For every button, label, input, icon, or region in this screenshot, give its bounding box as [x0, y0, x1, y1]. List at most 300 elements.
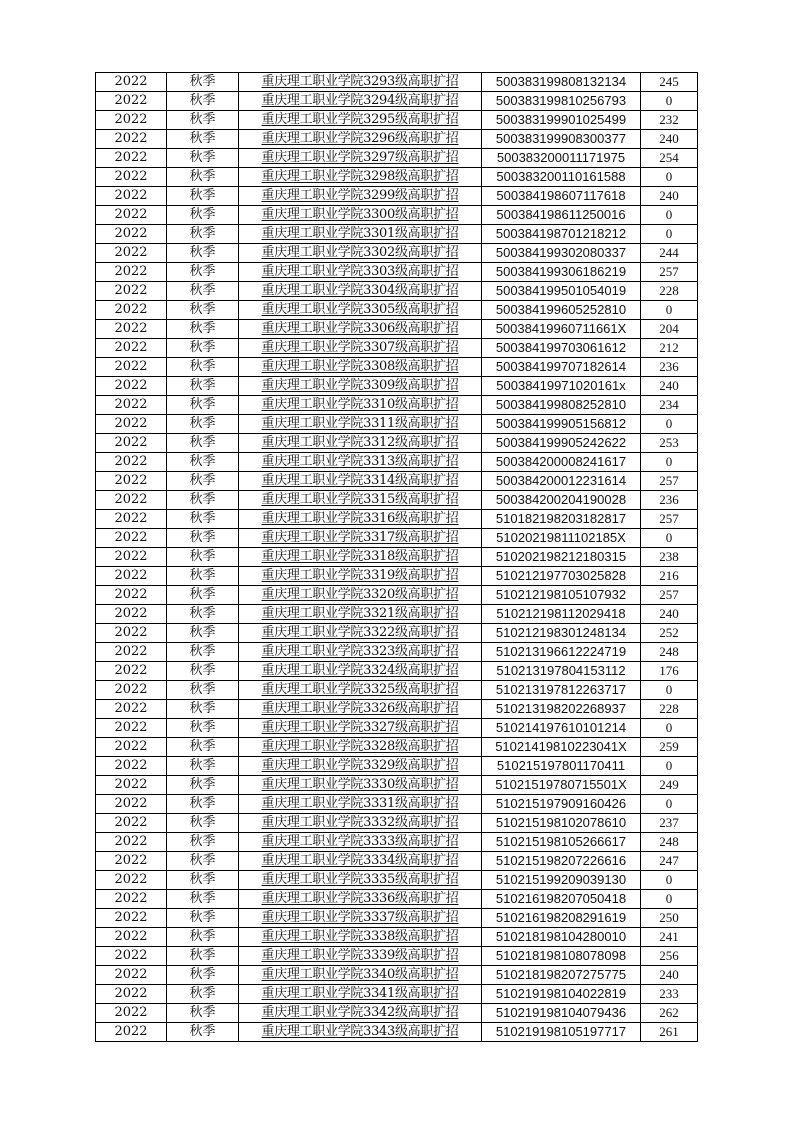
year-cell: 2022	[96, 567, 167, 586]
score-cell: 212	[641, 339, 698, 358]
year-cell: 2022	[96, 130, 167, 149]
table-row	[96, 586, 698, 605]
id-number-cell: 500384200012231614	[482, 472, 641, 491]
table-row	[96, 928, 698, 947]
table-row	[96, 320, 698, 339]
year-cell: 2022	[96, 73, 167, 92]
year-cell: 2022	[96, 890, 167, 909]
term-cell: 秋季	[167, 643, 239, 662]
table-row	[96, 548, 698, 567]
year-cell: 2022	[96, 681, 167, 700]
term-cell: 秋季	[167, 168, 239, 187]
score-cell: 0	[641, 529, 698, 548]
table-row	[96, 244, 698, 263]
class-name-cell	[239, 738, 482, 757]
term-cell: 秋季	[167, 833, 239, 852]
class-name-cell	[239, 111, 482, 130]
table-row	[96, 605, 698, 624]
table-row	[96, 111, 698, 130]
term-cell: 秋季	[167, 871, 239, 890]
table-row	[96, 681, 698, 700]
class-name-text: 重庆理工职业学院3307级高职扩招	[261, 340, 459, 355]
year-cell: 2022	[96, 814, 167, 833]
term-cell: 秋季	[167, 1004, 239, 1023]
term-cell: 秋季	[167, 681, 239, 700]
score-cell: 257	[641, 263, 698, 282]
class-name-text: 重庆理工职业学院3338级高职扩招	[261, 929, 459, 944]
score-cell: 0	[641, 301, 698, 320]
class-name-cell	[239, 852, 482, 871]
class-name-text: 重庆理工职业学院3302级高职扩招	[261, 245, 459, 260]
id-number-cell: 500384199905242622	[482, 434, 641, 453]
table-row	[96, 890, 698, 909]
year-cell: 2022	[96, 605, 167, 624]
class-name-cell	[239, 567, 482, 586]
score-cell: 234	[641, 396, 698, 415]
term-cell: 秋季	[167, 358, 239, 377]
year-cell: 2022	[96, 985, 167, 1004]
id-number-cell: 510202198212180315	[482, 548, 641, 567]
table-row	[96, 662, 698, 681]
term-cell: 秋季	[167, 586, 239, 605]
class-name-text: 重庆理工职业学院3329级高职扩招	[261, 758, 459, 773]
table-row	[96, 453, 698, 472]
id-number-cell: 51020219811102185X	[482, 529, 641, 548]
year-cell: 2022	[96, 586, 167, 605]
year-cell: 2022	[96, 244, 167, 263]
score-cell: 241	[641, 928, 698, 947]
year-cell: 2022	[96, 795, 167, 814]
class-name-cell	[239, 605, 482, 624]
score-cell: 244	[641, 244, 698, 263]
score-cell: 237	[641, 814, 698, 833]
year-cell: 2022	[96, 92, 167, 111]
score-cell: 204	[641, 320, 698, 339]
table-row	[96, 491, 698, 510]
class-name-text: 重庆理工职业学院3337级高职扩招	[261, 910, 459, 925]
class-name-text: 重庆理工职业学院3317级高职扩招	[261, 530, 459, 545]
table-row	[96, 719, 698, 738]
class-name-cell	[239, 377, 482, 396]
table-row	[96, 434, 698, 453]
year-cell: 2022	[96, 377, 167, 396]
score-cell: 240	[641, 187, 698, 206]
year-cell: 2022	[96, 852, 167, 871]
score-cell: 0	[641, 871, 698, 890]
class-name-text: 重庆理工职业学院3306级高职扩招	[261, 321, 459, 336]
table-row	[96, 567, 698, 586]
year-cell: 2022	[96, 510, 167, 529]
class-name-cell	[239, 871, 482, 890]
year-cell: 2022	[96, 776, 167, 795]
year-cell: 2022	[96, 757, 167, 776]
table-row	[96, 472, 698, 491]
id-number-cell: 510213196612224719	[482, 643, 641, 662]
class-name-text: 重庆理工职业学院3311级高职扩招	[261, 416, 459, 431]
id-number-cell: 500383200110161588	[482, 168, 641, 187]
table-row	[96, 776, 698, 795]
score-cell: 0	[641, 795, 698, 814]
id-number-cell: 510212198105107932	[482, 586, 641, 605]
term-cell: 秋季	[167, 890, 239, 909]
class-name-text: 重庆理工职业学院3297级高职扩招	[261, 150, 459, 165]
year-cell: 2022	[96, 263, 167, 282]
table-row	[96, 187, 698, 206]
year-cell: 2022	[96, 111, 167, 130]
class-name-text: 重庆理工职业学院3336级高职扩招	[261, 891, 459, 906]
id-number-cell: 500383199808132134	[482, 73, 641, 92]
term-cell: 秋季	[167, 206, 239, 225]
term-cell: 秋季	[167, 795, 239, 814]
class-name-cell	[239, 396, 482, 415]
id-number-cell: 510219198104079436	[482, 1004, 641, 1023]
class-name-cell	[239, 909, 482, 928]
score-cell: 257	[641, 472, 698, 491]
score-table	[95, 72, 698, 1042]
class-name-text: 重庆理工职业学院3339级高职扩招	[261, 948, 459, 963]
class-name-cell	[239, 320, 482, 339]
class-name-text: 重庆理工职业学院3313级高职扩招	[261, 454, 459, 469]
class-name-cell	[239, 225, 482, 244]
score-cell: 233	[641, 985, 698, 1004]
class-name-text: 重庆理工职业学院3321级高职扩招	[261, 606, 459, 621]
term-cell: 秋季	[167, 757, 239, 776]
year-cell: 2022	[96, 1023, 167, 1042]
id-number-cell: 50038419960711661X	[482, 320, 641, 339]
class-name-cell	[239, 1023, 482, 1042]
class-name-cell	[239, 244, 482, 263]
score-cell: 262	[641, 1004, 698, 1023]
class-name-cell	[239, 472, 482, 491]
class-name-text: 重庆理工职业学院3341级高职扩招	[261, 986, 459, 1001]
table-row	[96, 73, 698, 92]
term-cell: 秋季	[167, 947, 239, 966]
score-cell: 257	[641, 510, 698, 529]
table-row	[96, 871, 698, 890]
year-cell: 2022	[96, 700, 167, 719]
score-cell: 250	[641, 909, 698, 928]
id-number-cell: 500383199908300377	[482, 130, 641, 149]
term-cell: 秋季	[167, 263, 239, 282]
year-cell: 2022	[96, 453, 167, 472]
table-row	[96, 1023, 698, 1042]
class-name-cell	[239, 833, 482, 852]
term-cell: 秋季	[167, 130, 239, 149]
class-name-cell	[239, 966, 482, 985]
class-name-cell	[239, 130, 482, 149]
class-name-text: 重庆理工职业学院3335级高职扩招	[261, 872, 459, 887]
class-name-cell	[239, 700, 482, 719]
table-row	[96, 149, 698, 168]
class-name-cell	[239, 149, 482, 168]
class-name-cell	[239, 92, 482, 111]
class-name-cell	[239, 358, 482, 377]
class-name-cell	[239, 757, 482, 776]
year-cell: 2022	[96, 719, 167, 738]
id-number-cell: 510215197909160426	[482, 795, 641, 814]
score-cell: 0	[641, 168, 698, 187]
table-row	[96, 909, 698, 928]
term-cell: 秋季	[167, 339, 239, 358]
table-row	[96, 168, 698, 187]
class-name-text: 重庆理工职业学院3334级高职扩招	[261, 853, 459, 868]
id-number-cell: 51021419810223041X	[482, 738, 641, 757]
class-name-text: 重庆理工职业学院3301级高职扩招	[261, 226, 459, 241]
score-cell: 256	[641, 947, 698, 966]
id-number-cell: 510219198105197717	[482, 1023, 641, 1042]
term-cell: 秋季	[167, 1023, 239, 1042]
year-cell: 2022	[96, 1004, 167, 1023]
term-cell: 秋季	[167, 472, 239, 491]
class-name-text: 重庆理工职业学院3343级高职扩招	[261, 1024, 459, 1039]
term-cell: 秋季	[167, 453, 239, 472]
table-row	[96, 415, 698, 434]
id-number-cell: 510218198207275775	[482, 966, 641, 985]
score-cell: 0	[641, 206, 698, 225]
class-name-text: 重庆理工职业学院3331级高职扩招	[261, 796, 459, 811]
score-cell: 228	[641, 282, 698, 301]
table-row	[96, 738, 698, 757]
table-row	[96, 92, 698, 111]
year-cell: 2022	[96, 643, 167, 662]
id-number-cell: 51021519780715501X	[482, 776, 641, 795]
term-cell: 秋季	[167, 282, 239, 301]
table-row	[96, 643, 698, 662]
year-cell: 2022	[96, 206, 167, 225]
score-cell: 249	[641, 776, 698, 795]
term-cell: 秋季	[167, 434, 239, 453]
year-cell: 2022	[96, 624, 167, 643]
score-cell: 240	[641, 966, 698, 985]
term-cell: 秋季	[167, 909, 239, 928]
class-name-cell	[239, 453, 482, 472]
term-cell: 秋季	[167, 111, 239, 130]
class-name-text: 重庆理工职业学院3315级高职扩招	[261, 492, 459, 507]
term-cell: 秋季	[167, 320, 239, 339]
term-cell: 秋季	[167, 814, 239, 833]
table-row	[96, 833, 698, 852]
id-number-cell: 510212198301248134	[482, 624, 641, 643]
year-cell: 2022	[96, 415, 167, 434]
term-cell: 秋季	[167, 605, 239, 624]
table-row	[96, 529, 698, 548]
score-cell: 0	[641, 681, 698, 700]
year-cell: 2022	[96, 339, 167, 358]
term-cell: 秋季	[167, 700, 239, 719]
table-row	[96, 985, 698, 1004]
year-cell: 2022	[96, 320, 167, 339]
year-cell: 2022	[96, 529, 167, 548]
year-cell: 2022	[96, 833, 167, 852]
year-cell: 2022	[96, 168, 167, 187]
class-name-cell	[239, 681, 482, 700]
year-cell: 2022	[96, 434, 167, 453]
class-name-text: 重庆理工职业学院3309级高职扩招	[261, 378, 459, 393]
class-name-cell	[239, 662, 482, 681]
term-cell: 秋季	[167, 491, 239, 510]
class-name-text: 重庆理工职业学院3322级高职扩招	[261, 625, 459, 640]
class-name-text: 重庆理工职业学院3323级高职扩招	[261, 644, 459, 659]
id-number-cell: 500384200204190028	[482, 491, 641, 510]
id-number-cell: 510215199209039130	[482, 871, 641, 890]
score-cell: 248	[641, 833, 698, 852]
class-name-text: 重庆理工职业学院3333级高职扩招	[261, 834, 459, 849]
score-cell: 0	[641, 225, 698, 244]
term-cell: 秋季	[167, 567, 239, 586]
id-number-cell: 510213198202268937	[482, 700, 641, 719]
id-number-cell: 510215197801170411	[482, 757, 641, 776]
id-number-cell: 500384199905156812	[482, 415, 641, 434]
id-number-cell: 500384199808252810	[482, 396, 641, 415]
id-number-cell: 510212198112029418	[482, 605, 641, 624]
id-number-cell: 510213197804153112	[482, 662, 641, 681]
score-cell: 245	[641, 73, 698, 92]
score-cell: 261	[641, 1023, 698, 1042]
class-name-text: 重庆理工职业学院3326级高职扩招	[261, 701, 459, 716]
score-cell: 253	[641, 434, 698, 453]
year-cell: 2022	[96, 662, 167, 681]
id-number-cell: 510213197812263717	[482, 681, 641, 700]
term-cell: 秋季	[167, 776, 239, 795]
year-cell: 2022	[96, 282, 167, 301]
year-cell: 2022	[96, 738, 167, 757]
term-cell: 秋季	[167, 548, 239, 567]
score-cell: 236	[641, 358, 698, 377]
score-cell: 0	[641, 415, 698, 434]
class-name-cell	[239, 795, 482, 814]
table-row	[96, 795, 698, 814]
term-cell: 秋季	[167, 149, 239, 168]
score-cell: 238	[641, 548, 698, 567]
table-row	[96, 1004, 698, 1023]
class-name-cell	[239, 1004, 482, 1023]
class-name-text: 重庆理工职业学院3314级高职扩招	[261, 473, 459, 488]
class-name-cell	[239, 301, 482, 320]
term-cell: 秋季	[167, 415, 239, 434]
id-number-cell: 500384198701218212	[482, 225, 641, 244]
class-name-cell	[239, 434, 482, 453]
term-cell: 秋季	[167, 852, 239, 871]
class-name-text: 重庆理工职业学院3312级高职扩招	[261, 435, 459, 450]
id-number-cell: 510182198203182817	[482, 510, 641, 529]
class-name-cell	[239, 586, 482, 605]
table-row	[96, 206, 698, 225]
class-name-text: 重庆理工职业学院3324级高职扩招	[261, 663, 459, 678]
table-row	[96, 700, 698, 719]
year-cell: 2022	[96, 871, 167, 890]
table-row	[96, 377, 698, 396]
class-name-cell	[239, 719, 482, 738]
class-name-text: 重庆理工职业学院3325级高职扩招	[261, 682, 459, 697]
id-number-cell: 510216198207050418	[482, 890, 641, 909]
class-name-cell	[239, 776, 482, 795]
term-cell: 秋季	[167, 73, 239, 92]
table-row	[96, 852, 698, 871]
id-number-cell: 510215198102078610	[482, 814, 641, 833]
score-cell: 232	[641, 111, 698, 130]
score-cell: 0	[641, 719, 698, 738]
year-cell: 2022	[96, 966, 167, 985]
id-number-cell: 500384199707182614	[482, 358, 641, 377]
term-cell: 秋季	[167, 624, 239, 643]
class-name-text: 重庆理工职业学院3340级高职扩招	[261, 967, 459, 982]
class-name-text: 重庆理工职业学院3316级高职扩招	[261, 511, 459, 526]
class-name-text: 重庆理工职业学院3293级高职扩招	[261, 74, 459, 89]
class-name-cell	[239, 415, 482, 434]
id-number-cell: 500383200011171975	[482, 149, 641, 168]
year-cell: 2022	[96, 472, 167, 491]
class-name-text: 重庆理工职业学院3295级高职扩招	[261, 112, 459, 127]
term-cell: 秋季	[167, 738, 239, 757]
table-row	[96, 510, 698, 529]
score-cell: 257	[641, 586, 698, 605]
id-number-cell: 500383199901025499	[482, 111, 641, 130]
class-name-cell	[239, 339, 482, 358]
score-cell: 259	[641, 738, 698, 757]
table-row	[96, 339, 698, 358]
score-cell: 216	[641, 567, 698, 586]
id-number-cell: 510219198104022819	[482, 985, 641, 1004]
id-number-cell: 510212197703025828	[482, 567, 641, 586]
class-name-text: 重庆理工职业学院3300级高职扩招	[261, 207, 459, 222]
class-name-cell	[239, 263, 482, 282]
year-cell: 2022	[96, 149, 167, 168]
class-name-text: 重庆理工职业学院3304级高职扩招	[261, 283, 459, 298]
year-cell: 2022	[96, 928, 167, 947]
class-name-text: 重庆理工职业学院3320级高职扩招	[261, 587, 459, 602]
year-cell: 2022	[96, 548, 167, 567]
class-name-cell	[239, 928, 482, 947]
term-cell: 秋季	[167, 928, 239, 947]
year-cell: 2022	[96, 909, 167, 928]
id-number-cell: 510218198108078098	[482, 947, 641, 966]
class-name-cell	[239, 947, 482, 966]
table-row	[96, 358, 698, 377]
id-number-cell: 500384199306186219	[482, 263, 641, 282]
year-cell: 2022	[96, 396, 167, 415]
id-number-cell: 500384199703061612	[482, 339, 641, 358]
class-name-text: 重庆理工职业学院3308级高职扩招	[261, 359, 459, 374]
class-name-cell	[239, 206, 482, 225]
score-cell: 252	[641, 624, 698, 643]
score-cell: 228	[641, 700, 698, 719]
class-name-text: 重庆理工职业学院3303级高职扩招	[261, 264, 459, 279]
table-row	[96, 757, 698, 776]
class-name-cell	[239, 73, 482, 92]
year-cell: 2022	[96, 947, 167, 966]
score-cell: 240	[641, 605, 698, 624]
term-cell: 秋季	[167, 187, 239, 206]
score-cell: 0	[641, 453, 698, 472]
year-cell: 2022	[96, 301, 167, 320]
class-name-cell	[239, 282, 482, 301]
score-cell: 240	[641, 377, 698, 396]
score-cell: 254	[641, 149, 698, 168]
class-name-text: 重庆理工职业学院3299级高职扩招	[261, 188, 459, 203]
term-cell: 秋季	[167, 301, 239, 320]
id-number-cell: 510216198208291619	[482, 909, 641, 928]
id-number-cell: 500384199501054019	[482, 282, 641, 301]
table-row	[96, 301, 698, 320]
table-row	[96, 130, 698, 149]
table-row	[96, 225, 698, 244]
class-name-cell	[239, 624, 482, 643]
id-number-cell: 500384198607117618	[482, 187, 641, 206]
score-cell: 236	[641, 491, 698, 510]
class-name-text: 重庆理工职业学院3318级高职扩招	[261, 549, 459, 564]
year-cell: 2022	[96, 187, 167, 206]
table-row	[96, 966, 698, 985]
